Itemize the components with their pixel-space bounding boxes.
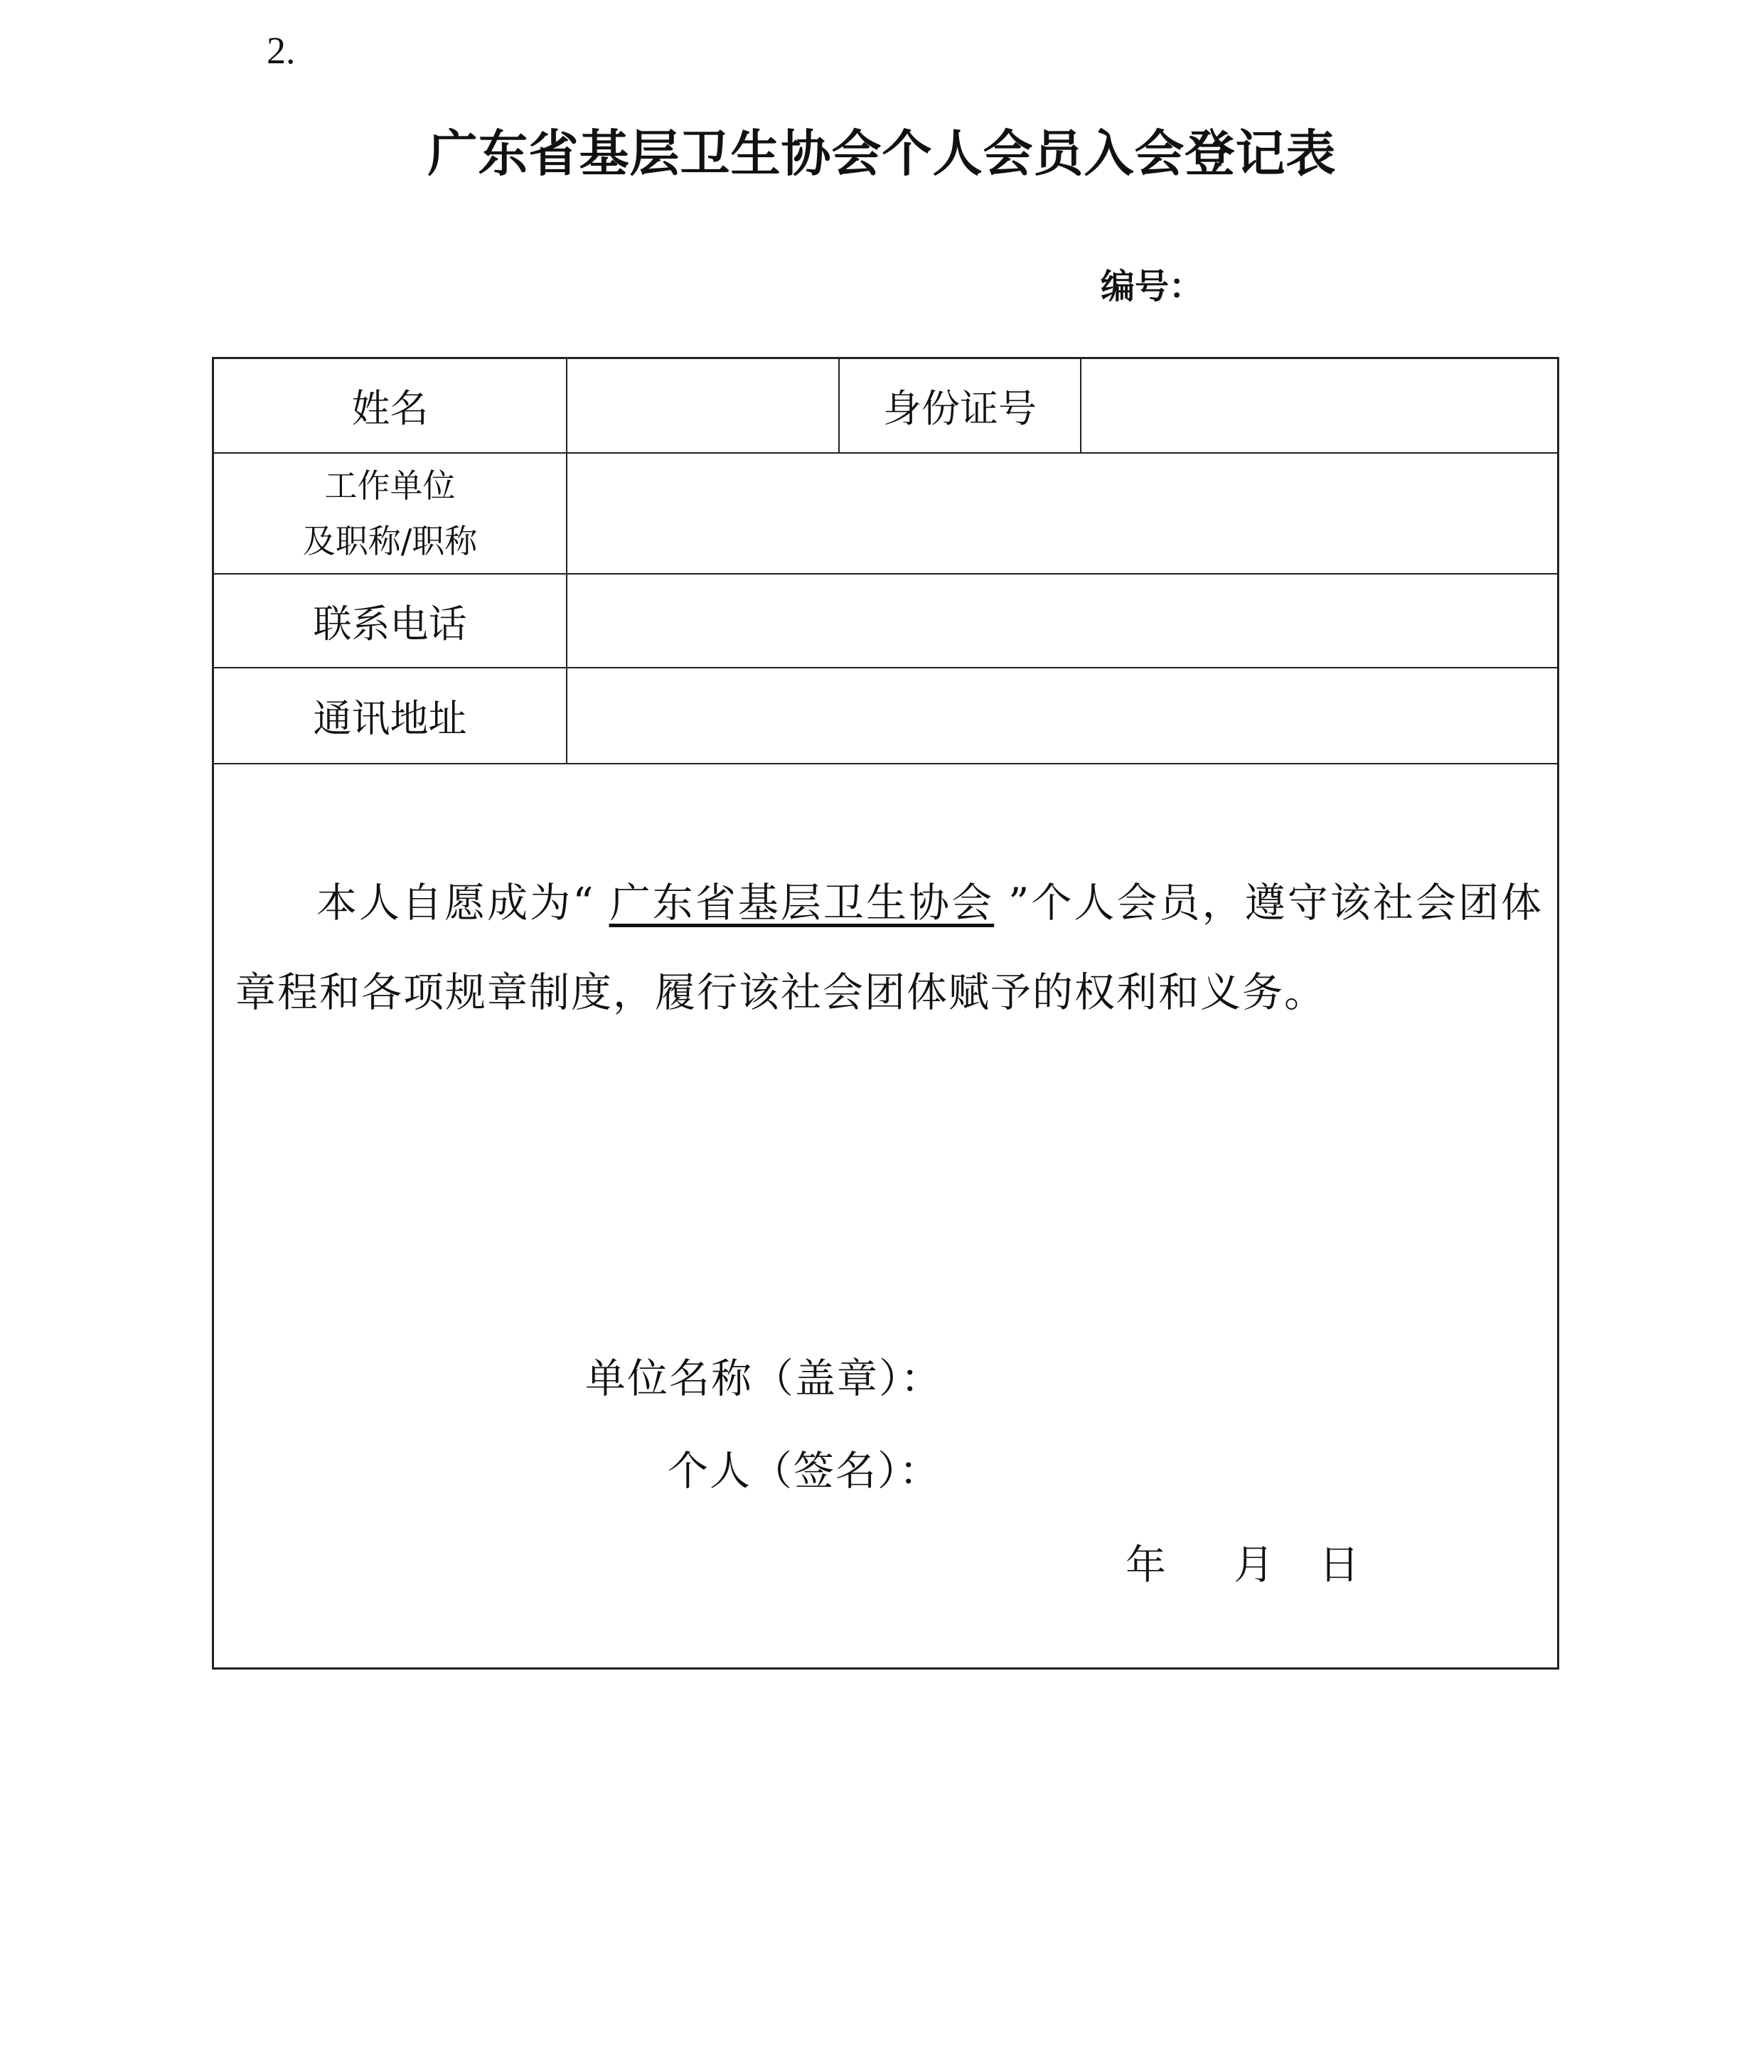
id-number-field[interactable] [1081, 359, 1557, 452]
address-field[interactable] [567, 668, 1557, 763]
declaration-part2: ”个人会员，遵守该社会团体章程和各项规章制度，履行该社会团体赋予的权利和义务。 [235, 880, 1544, 1016]
address-label: 通讯地址 [214, 668, 567, 763]
personal-signature-label: 个人（签名）： [668, 1448, 941, 1495]
work-unit-label-line2: 及职称/职称 [302, 522, 478, 560]
phone-field[interactable] [567, 575, 1557, 667]
id-number-label: 身份证号 [840, 359, 1081, 452]
date-year: 年 [1126, 1542, 1167, 1588]
row-address [214, 668, 1557, 764]
name-field[interactable] [567, 359, 840, 452]
row-name-id [214, 359, 1557, 454]
row-work-unit [214, 454, 1557, 575]
association-name: 广东省基层卫生协会 [609, 880, 995, 926]
declaration-part1: 本人自愿成为“ [316, 880, 595, 926]
phone-label: 联系电话 [214, 575, 567, 667]
registration-form-table [212, 357, 1559, 1670]
work-unit-label-line1: 工作单位 [324, 466, 456, 505]
page-number: 2. [267, 29, 296, 72]
name-label: 姓名 [214, 359, 567, 452]
declaration-text [235, 858, 1543, 1037]
date-day: 日 [1319, 1542, 1361, 1588]
date-month: 月 [1234, 1542, 1276, 1588]
work-unit-field[interactable] [567, 454, 1557, 573]
work-unit-label [214, 454, 567, 573]
form-title: 广东省基层卫生协会个人会员入会登记表 [427, 124, 1337, 183]
unit-seal-label: 单位名称（盖章）： [585, 1355, 943, 1402]
serial-number-label: 编号： [1101, 267, 1204, 306]
row-phone [214, 575, 1557, 668]
